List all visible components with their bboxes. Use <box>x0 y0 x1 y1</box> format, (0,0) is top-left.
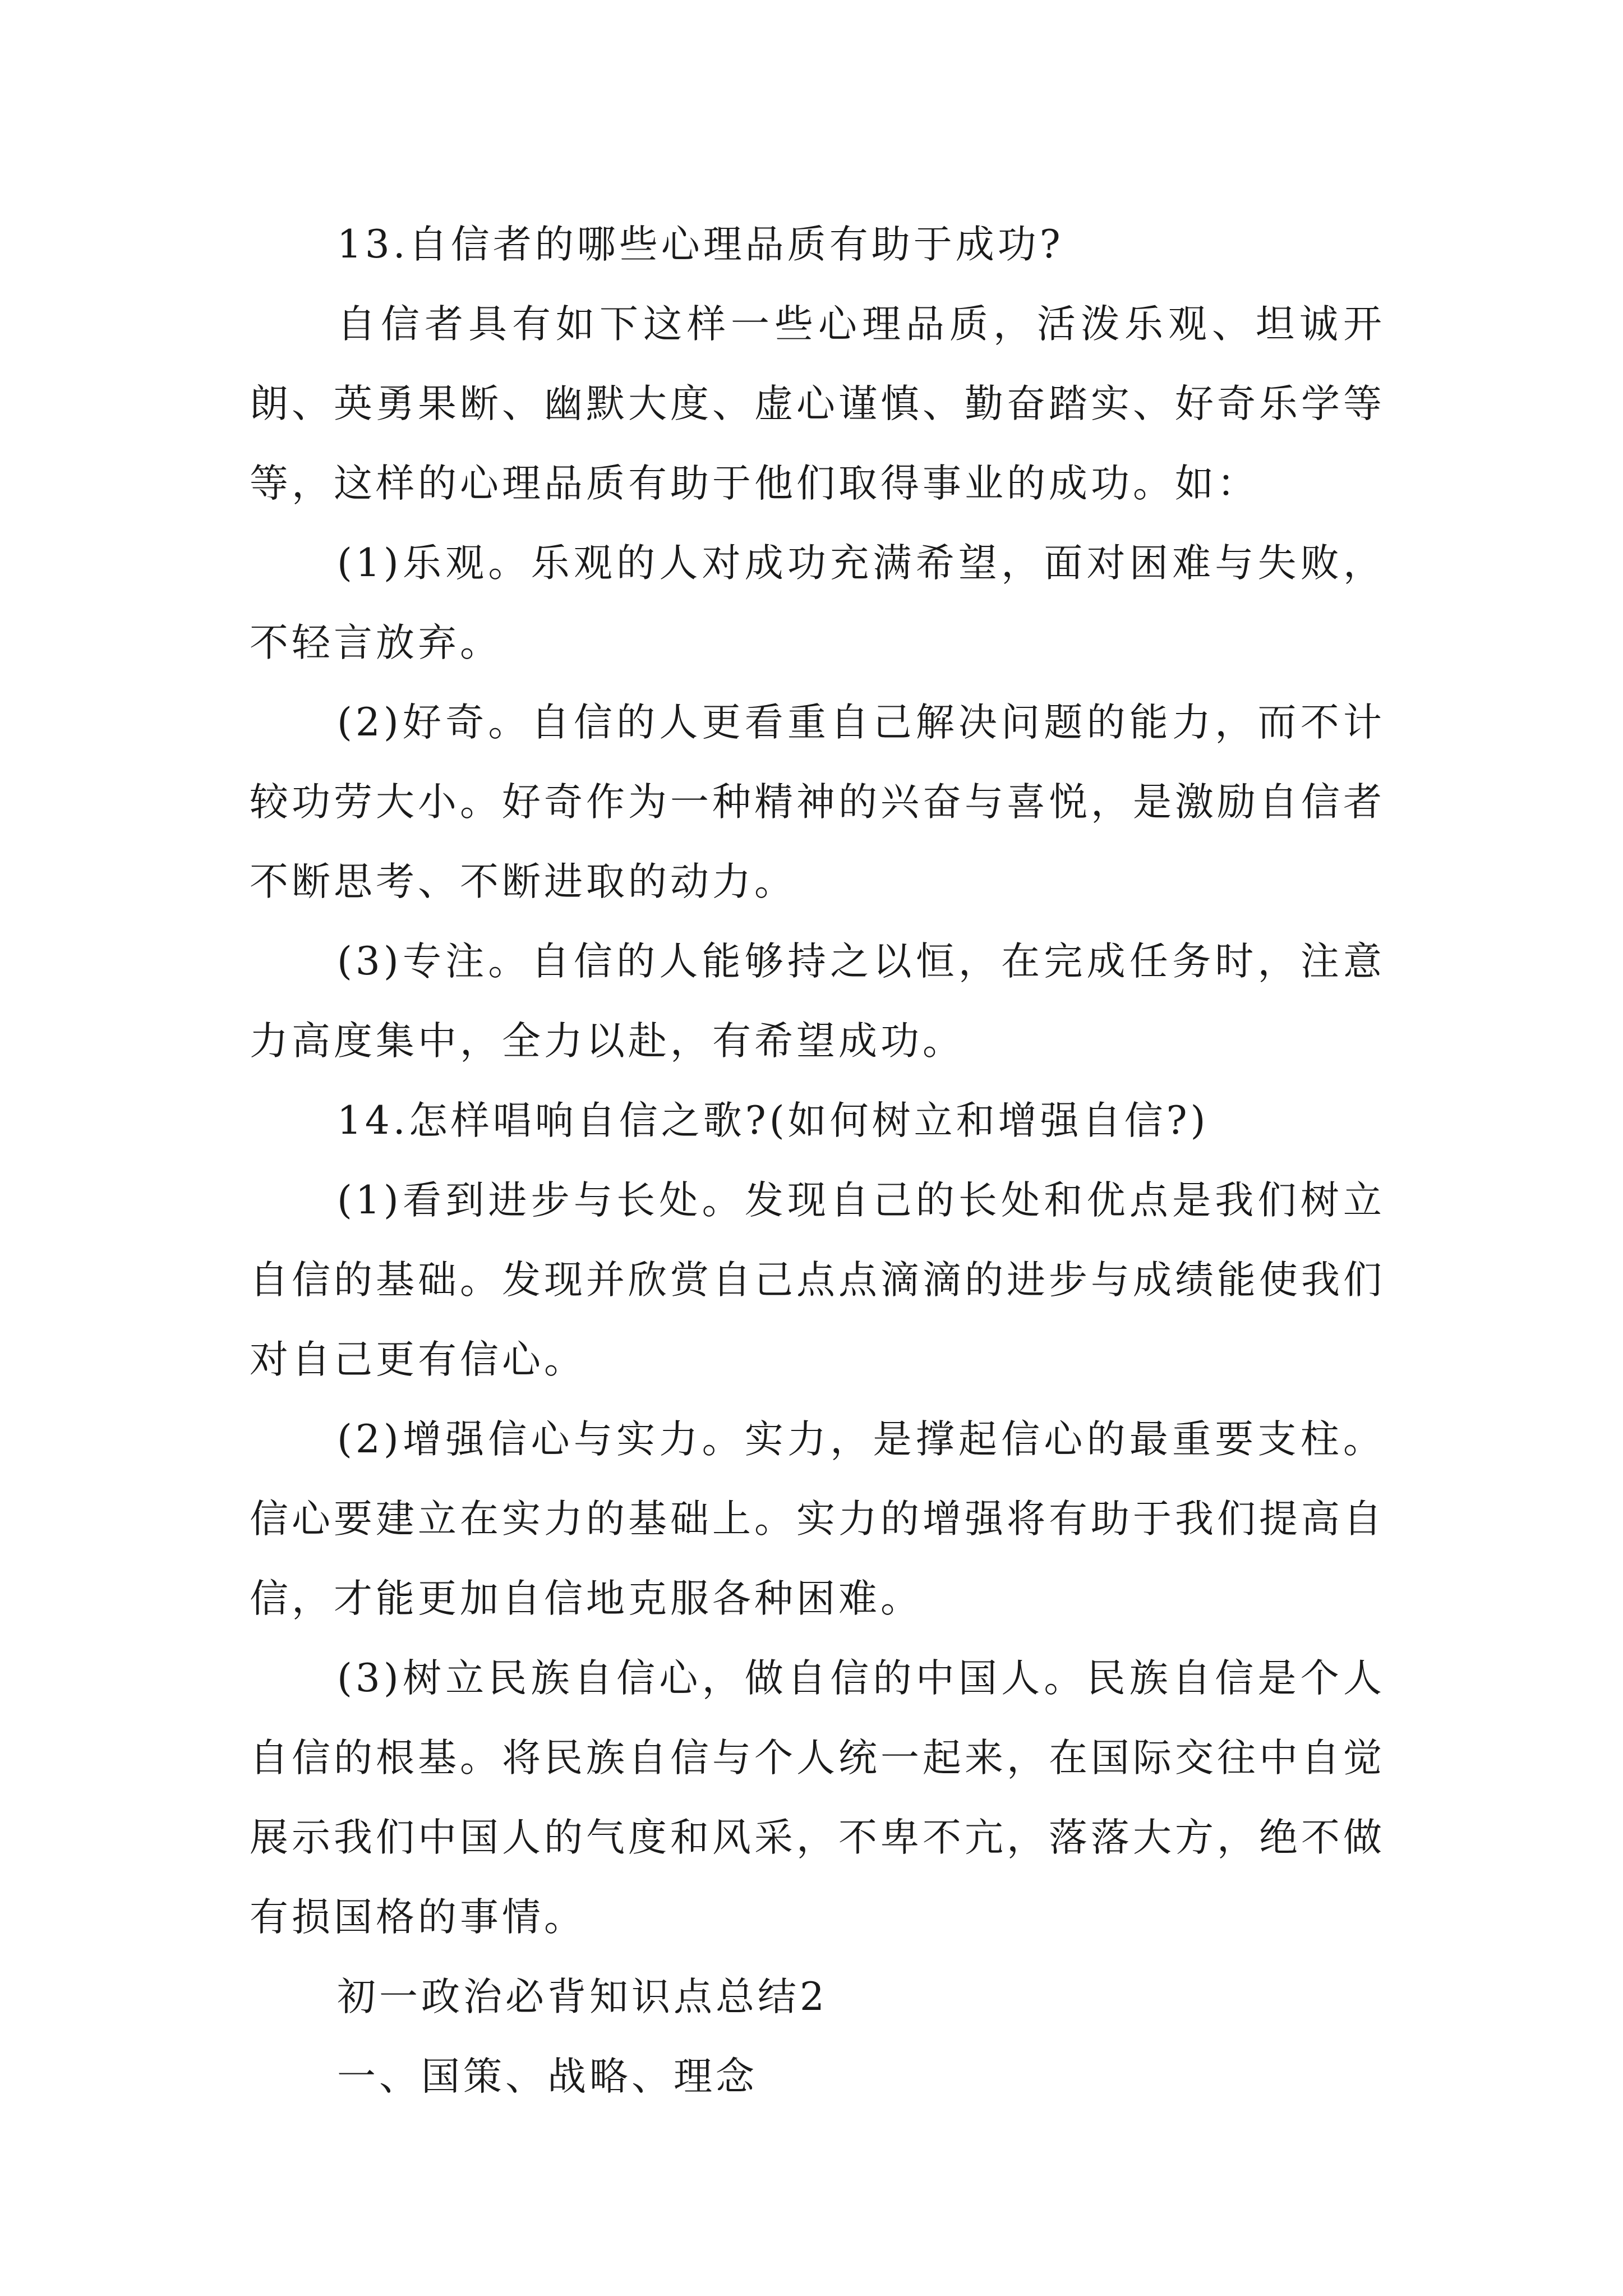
answer-13-point-1: (1)乐观。乐观的人对成功充满希望，面对困难与失败，不轻言放弃。 <box>250 541 1385 665</box>
answer-14-point-1: (1)看到进步与长处。发现自己的长处和优点是我们树立自信的基础。发现并欣赏自己点点滴滴的进步与成绩能使我们对自己更有信心。 <box>250 1178 1385 1382</box>
answer-14-point-2: (2)增强信心与实力。实力，是撑起信心的最重要支柱。信心要建立在实力的基础上。实力的增强将有助于我们提高自信，才能更加自信地克服各种困难。 <box>250 1417 1385 1621</box>
question-14-heading: 14.怎样唱响自信之歌?(如何树立和增强自信?) <box>337 1098 1209 1143</box>
question-13-heading: 13.自信者的哪些心理品质有助于成功? <box>337 222 1064 267</box>
document-body <box>250 205 1385 2116</box>
answer-13-intro: 自信者具有如下这样一些心理品质，活泼乐观、坦诚开朗、英勇果断、幽默大度、虚心谨慎、勤奋踏实、好奇乐学等等，这样的心理品质有助于他们取得事业的成功。如： <box>250 302 1385 506</box>
subsection-heading: 一、国策、战略、理念 <box>337 2054 758 2099</box>
section-title: 初一政治必背知识点总结2 <box>337 1975 828 2019</box>
answer-14-point-3: (3)树立民族自信心，做自信的中国人。民族自信是个人自信的根基。将民族自信与个人统一起来，在国际交往中自觉展示我们中国人的气度和风采，不卑不亢，落落大方，绝不做有损国格的事情。 <box>250 1656 1385 1940</box>
answer-13-point-2: (2)好奇。自信的人更看重自己解决问题的能力，而不计较功劳大小。好奇作为一种精神的兴奋与喜悦，是激励自信者不断思考、不断进取的动力。 <box>250 700 1385 904</box>
answer-13-point-3: (3)专注。自信的人能够持之以恒，在完成任务时，注意力高度集中，全力以赴，有希望成功。 <box>250 939 1385 1064</box>
